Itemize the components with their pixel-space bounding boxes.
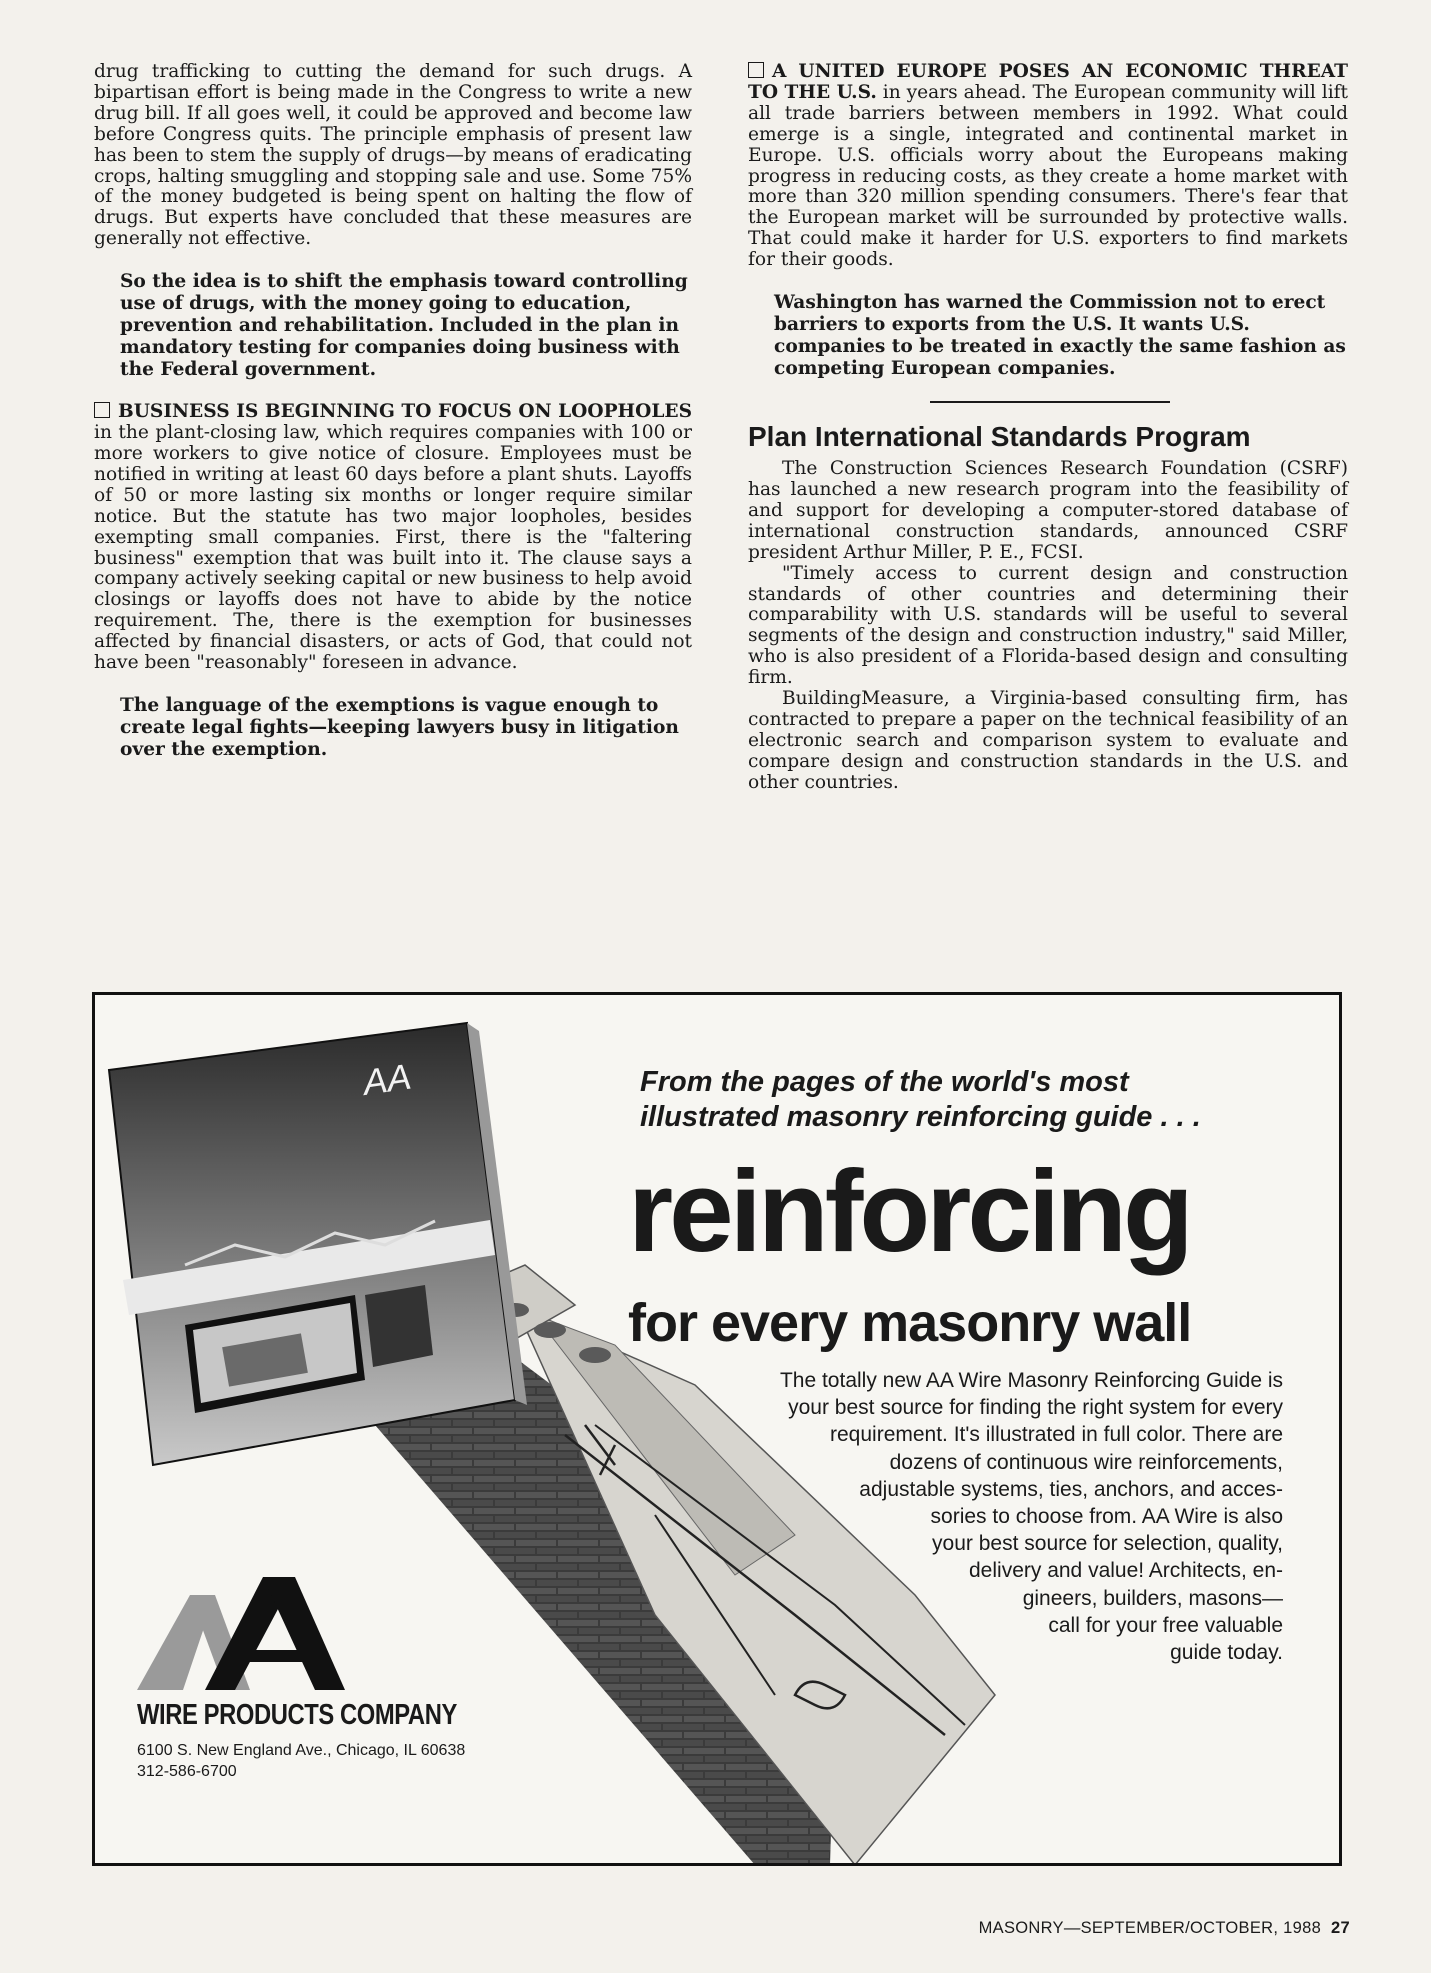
left-item-loopholes [94, 402, 692, 674]
ad-body-line: requirement. It's illustrated in full color. There are [830, 1423, 1283, 1447]
left-callout-exemptions: The language of the exemptions is vague enough to create legal fights—keeping lawyers busy in litigation over the exemption. [120, 694, 679, 760]
aa-company-logo [137, 1577, 345, 1690]
ad-body-line: call for your free valuable [1048, 1613, 1283, 1637]
section-divider [930, 401, 1170, 403]
page-number: 27 [1331, 1919, 1350, 1937]
left-callout-drug-emphasis: So the idea is to shift the emphasis toward controlling use of drugs, with the money going to education, prevention and rehabilitation. Included in the plan in mandatory testing for companies doing business with the Federal government. [120, 271, 688, 381]
item-text-loopholes: in the plant-closing law, which requires companies with 100 or more workers to give notice of closure. Employees must be notified in writing at least 60 days before a plant shuts. Layoffs of 50 or more lasting six months or longer require similar notice. But the statute has two major loopholes, besides exempting small companies. First, there is the "faltering business" exemption that was built into it. The clause says a company actively seeking capital or new business to help avoid closings or layoffs does not have to abide by the notice requirement. The, there is the exemption for businesses affected by financial disasters, or acts of God, that could not have been "reasonably" foreseen in advance. [94, 422, 692, 674]
footer-publication: MASONRY—SEPTEMBER/OCTOBER, 1988 [978, 1919, 1322, 1937]
section-heading: Plan International Standards Program [748, 421, 1251, 453]
ad-phone: 312-586-6700 [137, 1763, 237, 1780]
left-para-drug-bill: drug trafficking to cutting the demand for such drugs. A bipartisan effort is being made in the Congress to write a new drug bill. If all goes well, it could be approved and become law before Congress quits. The principle emphasis of present law has been to stem the supply of drugs—by means of eradicating crops, halting smuggling and stopping sale and use. Some 75% of the money budgeted is being spent on halting the flow of drugs. But experts have concluded that these measures are generally not effective. [94, 61, 692, 250]
checkbox-square-icon [748, 62, 764, 78]
ad-body-line: guide today. [1170, 1641, 1283, 1665]
book-logo-text: AA [360, 1055, 414, 1103]
ad-intro-line-2: illustrated masonry reinforcing guide . . . [640, 1101, 1201, 1133]
left-column [94, 62, 692, 782]
ad-subheadline: for every masonry wall [628, 1293, 1192, 1353]
ad-body-line: adjustable systems, ties, anchors, and acces- [859, 1477, 1283, 1501]
page-footer [979, 1919, 1350, 1938]
ad-address: 6100 S. New England Ave., Chicago, IL 60638 [137, 1742, 466, 1759]
right-column [748, 62, 1348, 794]
section-para-2: "Timely access to current design and construction standards of other countries and determining their comparability with U.S. standards will be useful to several segments of the design and construction industry," said Miller, who is also president of a Florida-based design and consulting firm. [748, 562, 1348, 689]
ad-body-line: delivery and value! Architects, en- [969, 1559, 1283, 1583]
right-callout-washington: Washington has warned the Commission not to erect barriers to exports from the U.S. It wants U.S. companies to be treated in exactly the same fashion as competing European companies. [774, 292, 1346, 380]
ad-body-line: gineers, builders, masons— [1022, 1586, 1283, 1610]
ad-intro-text [640, 1065, 1201, 1135]
advertisement-aa-wire [92, 992, 1342, 1866]
item-lead-loopholes: BUSINESS IS BEGINNING TO FOCUS ON LOOPHOLES [118, 401, 692, 423]
section-para-3: BuildingMeasure, a Virginia-based consulting firm, has contracted to prepare a paper on the technical feasibility of an electronic search and comparison system to evaluate and compare design and construction standards in the U.S. and other countries. [748, 688, 1348, 793]
ad-body-line: your best source for selection, quality, [932, 1532, 1283, 1556]
reinforcing-guide-book [109, 1023, 527, 1465]
ad-company-name: WIRE PRODUCTS COMPANY [137, 1699, 457, 1731]
ad-body-line: The totally new AA Wire Masonry Reinforcing Guide is [779, 1369, 1283, 1392]
ad-contact [137, 1740, 465, 1782]
section-para-1: The Construction Sciences Research Foundation (CSRF) has launched a new research program into the feasibility of and support for developing a computer-stored database of international construction standards, announced CSRF president Arthur Miller, P. E., FCSI. [748, 458, 1348, 563]
item-text-united-europe: in years ahead. The European community will lift all trade barriers between members in 1992. What could emerge is a single, integrated and continental market in Europe. U.S. officials worry about the Europeans making progress in reducing costs, as they create a home market with more than 320 million spending consumers. There's fear that the European market will be surrounded by protective walls. That could make it harder for U.S. exporters to find markets for their goods. [748, 81, 1348, 271]
ad-body-line: your best source for finding the right system for every [788, 1396, 1283, 1420]
checkbox-square-icon [94, 402, 110, 418]
item-lead-united-europe: A UNITED EUROPE POSES AN ECONOMIC THREAT TO THE U.S. [748, 61, 1348, 103]
ad-body-copy [643, 1367, 1283, 1666]
ad-body-line: dozens of continuous wire reinforcements, [889, 1450, 1283, 1474]
right-item-united-europe [748, 62, 1348, 271]
ad-body-line: sories to choose from. AA Wire is also [930, 1505, 1283, 1529]
ad-headline: reinforcing [628, 1146, 1190, 1276]
ad-intro-line-1: From the pages of the world's most [640, 1066, 1129, 1098]
